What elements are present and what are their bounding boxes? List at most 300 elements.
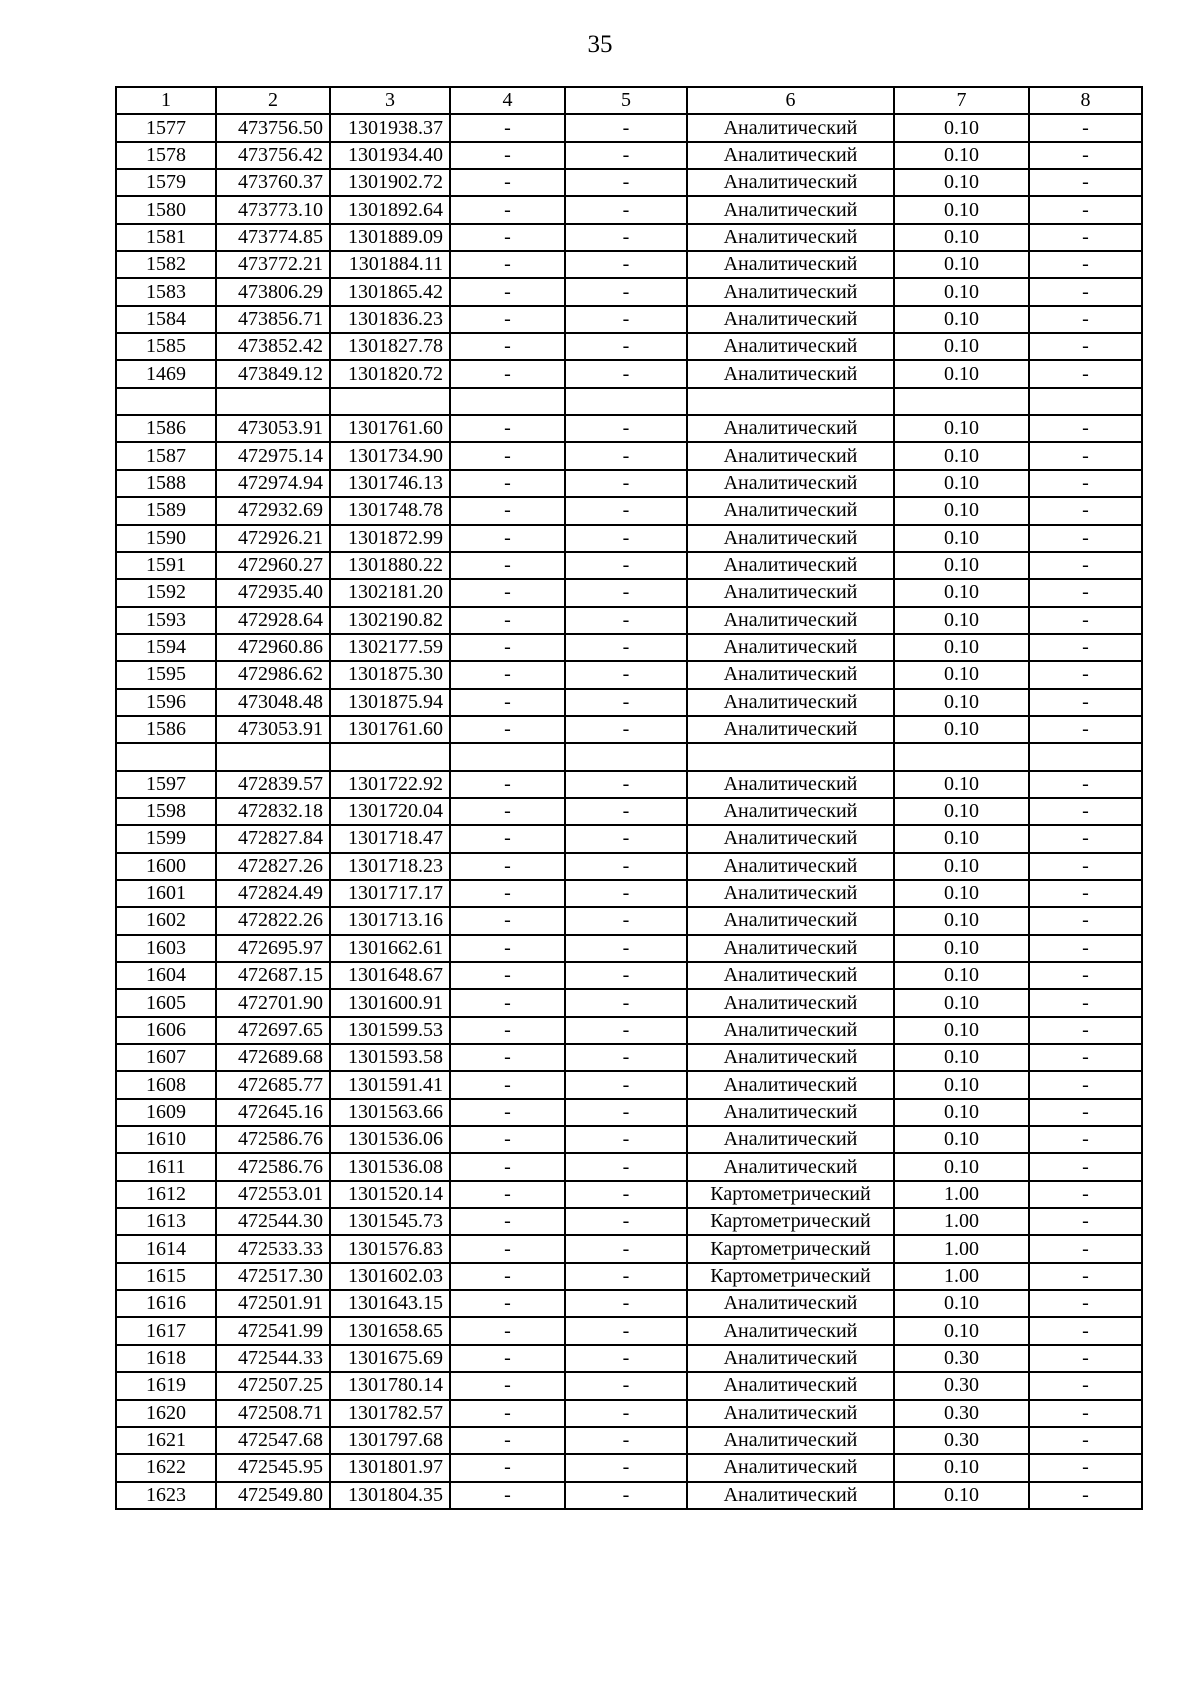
col-4-cell: -: [450, 1372, 565, 1399]
header-cell: 6: [687, 87, 894, 114]
col-4-cell: -: [450, 1317, 565, 1344]
accuracy-cell: [894, 743, 1029, 770]
y-coordinate-cell: 1301734.90: [330, 442, 450, 469]
y-coordinate-cell: 1301576.83: [330, 1235, 450, 1262]
col-8-cell: -: [1029, 114, 1142, 141]
table-row: [116, 306, 1142, 333]
y-coordinate-cell: 1301720.04: [330, 798, 450, 825]
y-coordinate-cell: 1301761.60: [330, 716, 450, 743]
method-cell: [687, 743, 894, 770]
method-cell: Аналитический: [687, 1372, 894, 1399]
x-coordinate-cell: 472960.86: [216, 634, 330, 661]
col-8-cell: -: [1029, 1290, 1142, 1317]
table-row: [116, 607, 1142, 634]
header-cell: 5: [565, 87, 687, 114]
method-cell: Аналитический: [687, 1017, 894, 1044]
x-coordinate-cell: 472701.90: [216, 989, 330, 1016]
method-cell: Аналитический: [687, 1482, 894, 1509]
point-number-cell: 1590: [116, 525, 216, 552]
table-row: [116, 224, 1142, 251]
col-4-cell: -: [450, 1400, 565, 1427]
x-coordinate-cell: 472935.40: [216, 579, 330, 606]
method-cell: Аналитический: [687, 306, 894, 333]
table-row: [116, 1290, 1142, 1317]
col-5-cell: -: [565, 442, 687, 469]
col-5-cell: -: [565, 552, 687, 579]
method-cell: Аналитический: [687, 1345, 894, 1372]
point-number-cell: 1577: [116, 114, 216, 141]
point-number-cell: 1617: [116, 1317, 216, 1344]
col-4-cell: -: [450, 1126, 565, 1153]
table-row: [116, 716, 1142, 743]
col-4-cell: -: [450, 142, 565, 169]
point-number-cell: 1469: [116, 360, 216, 387]
method-cell: Аналитический: [687, 907, 894, 934]
col-8-cell: -: [1029, 962, 1142, 989]
header-cell: 3: [330, 87, 450, 114]
x-coordinate-cell: 472926.21: [216, 525, 330, 552]
point-number-cell: 1607: [116, 1044, 216, 1071]
x-coordinate-cell: 473852.42: [216, 333, 330, 360]
col-8-cell: -: [1029, 1181, 1142, 1208]
col-4-cell: -: [450, 607, 565, 634]
col-5-cell: -: [565, 1454, 687, 1481]
accuracy-cell: 0.10: [894, 333, 1029, 360]
table-row: [116, 497, 1142, 524]
y-coordinate-cell: 1301902.72: [330, 169, 450, 196]
point-number-cell: 1586: [116, 716, 216, 743]
page-number: 35: [587, 31, 613, 58]
col-5-cell: -: [565, 1208, 687, 1235]
col-4-cell: -: [450, 798, 565, 825]
y-coordinate-cell: 1301827.78: [330, 333, 450, 360]
table-row: [116, 935, 1142, 962]
point-number-cell: [116, 743, 216, 770]
table-row: [116, 1482, 1142, 1509]
header-cell: 7: [894, 87, 1029, 114]
col-8-cell: -: [1029, 579, 1142, 606]
col-4-cell: -: [450, 333, 565, 360]
y-coordinate-cell: 1301797.68: [330, 1427, 450, 1454]
col-8-cell: -: [1029, 689, 1142, 716]
table-row: [116, 989, 1142, 1016]
x-coordinate-cell: 472544.30: [216, 1208, 330, 1235]
col-8-cell: -: [1029, 1099, 1142, 1126]
col-4-cell: -: [450, 306, 565, 333]
point-number-cell: 1582: [116, 251, 216, 278]
point-number-cell: 1598: [116, 798, 216, 825]
point-number-cell: 1599: [116, 825, 216, 852]
col-4-cell: -: [450, 1071, 565, 1098]
col-8-cell: -: [1029, 935, 1142, 962]
point-number-cell: 1606: [116, 1017, 216, 1044]
col-4-cell: -: [450, 716, 565, 743]
col-5-cell: -: [565, 962, 687, 989]
col-4-cell: [450, 388, 565, 415]
method-cell: Аналитический: [687, 333, 894, 360]
point-number-cell: 1608: [116, 1071, 216, 1098]
col-8-cell: -: [1029, 607, 1142, 634]
col-8-cell: -: [1029, 1400, 1142, 1427]
y-coordinate-cell: [330, 388, 450, 415]
col-4-cell: -: [450, 989, 565, 1016]
col-8-cell: -: [1029, 142, 1142, 169]
accuracy-cell: 0.10: [894, 1126, 1029, 1153]
col-8-cell: -: [1029, 880, 1142, 907]
table-row: [116, 251, 1142, 278]
col-4-cell: -: [450, 661, 565, 688]
x-coordinate-cell: 472960.27: [216, 552, 330, 579]
col-5-cell: -: [565, 1482, 687, 1509]
col-4-cell: -: [450, 1235, 565, 1262]
method-cell: Аналитический: [687, 989, 894, 1016]
point-number-cell: 1604: [116, 962, 216, 989]
y-coordinate-cell: 1301662.61: [330, 935, 450, 962]
col-5-cell: -: [565, 224, 687, 251]
accuracy-cell: 0.10: [894, 607, 1029, 634]
x-coordinate-cell: 472689.68: [216, 1044, 330, 1071]
y-coordinate-cell: 1301820.72: [330, 360, 450, 387]
col-5-cell: [565, 743, 687, 770]
method-cell: Аналитический: [687, 579, 894, 606]
col-5-cell: -: [565, 1317, 687, 1344]
table-row: [116, 634, 1142, 661]
y-coordinate-cell: 1301658.65: [330, 1317, 450, 1344]
x-coordinate-cell: 472827.26: [216, 853, 330, 880]
point-number-cell: 1591: [116, 552, 216, 579]
y-coordinate-cell: 1301563.66: [330, 1099, 450, 1126]
accuracy-cell: 0.10: [894, 1290, 1029, 1317]
x-coordinate-cell: 473856.71: [216, 306, 330, 333]
table-row: [116, 661, 1142, 688]
header-cell: 4: [450, 87, 565, 114]
method-cell: Картометрический: [687, 1181, 894, 1208]
col-4-cell: -: [450, 525, 565, 552]
col-4-cell: -: [450, 771, 565, 798]
table-row: [116, 360, 1142, 387]
y-coordinate-cell: 1301599.53: [330, 1017, 450, 1044]
table-row: [116, 771, 1142, 798]
accuracy-cell: 0.10: [894, 661, 1029, 688]
y-coordinate-cell: 1301602.03: [330, 1263, 450, 1290]
method-cell: Аналитический: [687, 1290, 894, 1317]
method-cell: Аналитический: [687, 771, 894, 798]
col-8-cell: -: [1029, 415, 1142, 442]
y-coordinate-cell: 1301545.73: [330, 1208, 450, 1235]
col-5-cell: -: [565, 415, 687, 442]
y-coordinate-cell: 1301884.11: [330, 251, 450, 278]
y-coordinate-cell: 1301536.08: [330, 1153, 450, 1180]
col-4-cell: -: [450, 196, 565, 223]
method-cell: Аналитический: [687, 114, 894, 141]
accuracy-cell: 0.10: [894, 552, 1029, 579]
table-row: [116, 907, 1142, 934]
point-number-cell: 1611: [116, 1153, 216, 1180]
col-5-cell: -: [565, 607, 687, 634]
y-coordinate-cell: 1301872.99: [330, 525, 450, 552]
table-row: [116, 689, 1142, 716]
y-coordinate-cell: [330, 743, 450, 770]
method-cell: Аналитический: [687, 634, 894, 661]
point-number-cell: 1603: [116, 935, 216, 962]
table-row: [116, 142, 1142, 169]
x-coordinate-cell: 473053.91: [216, 415, 330, 442]
x-coordinate-cell: 472517.30: [216, 1263, 330, 1290]
y-coordinate-cell: 1301746.13: [330, 470, 450, 497]
col-4-cell: -: [450, 907, 565, 934]
x-coordinate-cell: 473774.85: [216, 224, 330, 251]
col-5-cell: -: [565, 579, 687, 606]
table-row: [116, 880, 1142, 907]
accuracy-cell: 0.10: [894, 470, 1029, 497]
y-coordinate-cell: 1301934.40: [330, 142, 450, 169]
col-5-cell: -: [565, 251, 687, 278]
point-number-cell: 1605: [116, 989, 216, 1016]
table-row: [116, 1126, 1142, 1153]
x-coordinate-cell: [216, 743, 330, 770]
x-coordinate-cell: 472685.77: [216, 1071, 330, 1098]
point-number-cell: 1593: [116, 607, 216, 634]
point-number-cell: 1578: [116, 142, 216, 169]
accuracy-cell: 0.10: [894, 689, 1029, 716]
x-coordinate-cell: 472827.84: [216, 825, 330, 852]
accuracy-cell: 0.30: [894, 1400, 1029, 1427]
method-cell: Картометрический: [687, 1263, 894, 1290]
col-4-cell: -: [450, 1290, 565, 1317]
point-number-cell: 1581: [116, 224, 216, 251]
col-8-cell: -: [1029, 1153, 1142, 1180]
method-cell: Картометрический: [687, 1235, 894, 1262]
point-number-cell: 1615: [116, 1263, 216, 1290]
col-5-cell: -: [565, 880, 687, 907]
x-coordinate-cell: 472549.80: [216, 1482, 330, 1509]
x-coordinate-cell: 472824.49: [216, 880, 330, 907]
method-cell: Аналитический: [687, 1454, 894, 1481]
col-8-cell: -: [1029, 798, 1142, 825]
header-cell: 1: [116, 87, 216, 114]
col-4-cell: -: [450, 1482, 565, 1509]
point-number-cell: 1609: [116, 1099, 216, 1126]
col-8-cell: -: [1029, 1317, 1142, 1344]
coordinates-table: [115, 86, 1143, 1510]
method-cell: Аналитический: [687, 251, 894, 278]
x-coordinate-cell: 473849.12: [216, 360, 330, 387]
x-coordinate-cell: 472687.15: [216, 962, 330, 989]
accuracy-cell: 0.30: [894, 1427, 1029, 1454]
y-coordinate-cell: 1301593.58: [330, 1044, 450, 1071]
col-5-cell: [565, 388, 687, 415]
col-5-cell: -: [565, 1400, 687, 1427]
y-coordinate-cell: 1301865.42: [330, 278, 450, 305]
point-number-cell: 1586: [116, 415, 216, 442]
col-8-cell: -: [1029, 716, 1142, 743]
point-number-cell: 1600: [116, 853, 216, 880]
x-coordinate-cell: 472697.65: [216, 1017, 330, 1044]
col-8-cell: -: [1029, 525, 1142, 552]
accuracy-cell: 0.10: [894, 962, 1029, 989]
table-row: [116, 278, 1142, 305]
col-4-cell: -: [450, 634, 565, 661]
col-5-cell: -: [565, 1345, 687, 1372]
accuracy-cell: 0.10: [894, 415, 1029, 442]
x-coordinate-cell: 472932.69: [216, 497, 330, 524]
col-5-cell: -: [565, 1235, 687, 1262]
col-8-cell: -: [1029, 1263, 1142, 1290]
col-4-cell: -: [450, 1263, 565, 1290]
x-coordinate-cell: 473806.29: [216, 278, 330, 305]
accuracy-cell: 1.00: [894, 1181, 1029, 1208]
table-row: [116, 1317, 1142, 1344]
method-cell: Аналитический: [687, 1044, 894, 1071]
col-5-cell: -: [565, 798, 687, 825]
col-5-cell: -: [565, 1263, 687, 1290]
accuracy-cell: 0.10: [894, 716, 1029, 743]
accuracy-cell: 0.10: [894, 825, 1029, 852]
col-5-cell: -: [565, 196, 687, 223]
y-coordinate-cell: 1301880.22: [330, 552, 450, 579]
method-cell: Аналитический: [687, 196, 894, 223]
col-4-cell: -: [450, 1208, 565, 1235]
table-header-row: [116, 87, 1142, 114]
x-coordinate-cell: 472544.33: [216, 1345, 330, 1372]
col-4-cell: -: [450, 1427, 565, 1454]
col-4-cell: -: [450, 497, 565, 524]
method-cell: Аналитический: [687, 853, 894, 880]
point-number-cell: 1616: [116, 1290, 216, 1317]
col-5-cell: -: [565, 1153, 687, 1180]
point-number-cell: 1601: [116, 880, 216, 907]
y-coordinate-cell: 1301643.15: [330, 1290, 450, 1317]
accuracy-cell: [894, 388, 1029, 415]
y-coordinate-cell: 1301675.69: [330, 1345, 450, 1372]
x-coordinate-cell: 472541.99: [216, 1317, 330, 1344]
method-cell: Аналитический: [687, 716, 894, 743]
x-coordinate-cell: 473756.50: [216, 114, 330, 141]
accuracy-cell: 1.00: [894, 1263, 1029, 1290]
x-coordinate-cell: 472553.01: [216, 1181, 330, 1208]
method-cell: Аналитический: [687, 798, 894, 825]
method-cell: Аналитический: [687, 607, 894, 634]
col-4-cell: -: [450, 853, 565, 880]
accuracy-cell: 0.10: [894, 880, 1029, 907]
table-row: [116, 962, 1142, 989]
col-8-cell: -: [1029, 1482, 1142, 1509]
col-5-cell: -: [565, 907, 687, 934]
y-coordinate-cell: 1301591.41: [330, 1071, 450, 1098]
table-row: [116, 579, 1142, 606]
col-5-cell: -: [565, 1071, 687, 1098]
table-body: [116, 87, 1142, 1509]
col-4-cell: -: [450, 1345, 565, 1372]
method-cell: Аналитический: [687, 962, 894, 989]
accuracy-cell: 0.10: [894, 251, 1029, 278]
point-number-cell: 1584: [116, 306, 216, 333]
table-row: [116, 525, 1142, 552]
x-coordinate-cell: [216, 388, 330, 415]
header-cell: 8: [1029, 87, 1142, 114]
col-4-cell: -: [450, 689, 565, 716]
col-4-cell: -: [450, 1044, 565, 1071]
x-coordinate-cell: 472508.71: [216, 1400, 330, 1427]
table-row: [116, 1181, 1142, 1208]
col-8-cell: -: [1029, 333, 1142, 360]
x-coordinate-cell: 472645.16: [216, 1099, 330, 1126]
table-row: [116, 1263, 1142, 1290]
col-4-cell: -: [450, 1153, 565, 1180]
accuracy-cell: 0.10: [894, 1099, 1029, 1126]
col-8-cell: -: [1029, 251, 1142, 278]
accuracy-cell: 0.10: [894, 907, 1029, 934]
col-8-cell: -: [1029, 825, 1142, 852]
col-4-cell: -: [450, 825, 565, 852]
y-coordinate-cell: 1301889.09: [330, 224, 450, 251]
y-coordinate-cell: 1301520.14: [330, 1181, 450, 1208]
method-cell: Аналитический: [687, 1400, 894, 1427]
y-coordinate-cell: 1301748.78: [330, 497, 450, 524]
method-cell: Аналитический: [687, 169, 894, 196]
table-row: [116, 1400, 1142, 1427]
method-cell: Аналитический: [687, 689, 894, 716]
y-coordinate-cell: 1301761.60: [330, 415, 450, 442]
y-coordinate-cell: 1301713.16: [330, 907, 450, 934]
x-coordinate-cell: 472974.94: [216, 470, 330, 497]
accuracy-cell: 0.10: [894, 1044, 1029, 1071]
col-5-cell: -: [565, 689, 687, 716]
accuracy-cell: 0.10: [894, 442, 1029, 469]
x-coordinate-cell: 472586.76: [216, 1126, 330, 1153]
col-8-cell: -: [1029, 1017, 1142, 1044]
col-4-cell: -: [450, 880, 565, 907]
y-coordinate-cell: 1302181.20: [330, 579, 450, 606]
accuracy-cell: 0.10: [894, 224, 1029, 251]
accuracy-cell: 0.10: [894, 1071, 1029, 1098]
col-8-cell: -: [1029, 196, 1142, 223]
col-5-cell: -: [565, 853, 687, 880]
point-number-cell: 1597: [116, 771, 216, 798]
table-row: [116, 1345, 1142, 1372]
col-4-cell: -: [450, 1017, 565, 1044]
col-5-cell: -: [565, 771, 687, 798]
method-cell: Аналитический: [687, 1153, 894, 1180]
col-8-cell: -: [1029, 1454, 1142, 1481]
y-coordinate-cell: 1301892.64: [330, 196, 450, 223]
point-number-cell: 1619: [116, 1372, 216, 1399]
col-5-cell: -: [565, 306, 687, 333]
col-4-cell: -: [450, 552, 565, 579]
accuracy-cell: 0.10: [894, 360, 1029, 387]
method-cell: Аналитический: [687, 1071, 894, 1098]
y-coordinate-cell: 1302177.59: [330, 634, 450, 661]
col-4-cell: -: [450, 935, 565, 962]
x-coordinate-cell: 472986.62: [216, 661, 330, 688]
table-row: [116, 169, 1142, 196]
table-row: [116, 196, 1142, 223]
table-row: [116, 1454, 1142, 1481]
method-cell: Аналитический: [687, 497, 894, 524]
point-number-cell: 1622: [116, 1454, 216, 1481]
table-row: [116, 1071, 1142, 1098]
method-cell: Аналитический: [687, 935, 894, 962]
col-5-cell: -: [565, 525, 687, 552]
accuracy-cell: 0.10: [894, 1153, 1029, 1180]
accuracy-cell: 0.10: [894, 1017, 1029, 1044]
y-coordinate-cell: 1301718.47: [330, 825, 450, 852]
x-coordinate-cell: 472839.57: [216, 771, 330, 798]
table-row: [116, 1099, 1142, 1126]
col-4-cell: -: [450, 114, 565, 141]
col-5-cell: -: [565, 935, 687, 962]
accuracy-cell: 0.10: [894, 114, 1029, 141]
